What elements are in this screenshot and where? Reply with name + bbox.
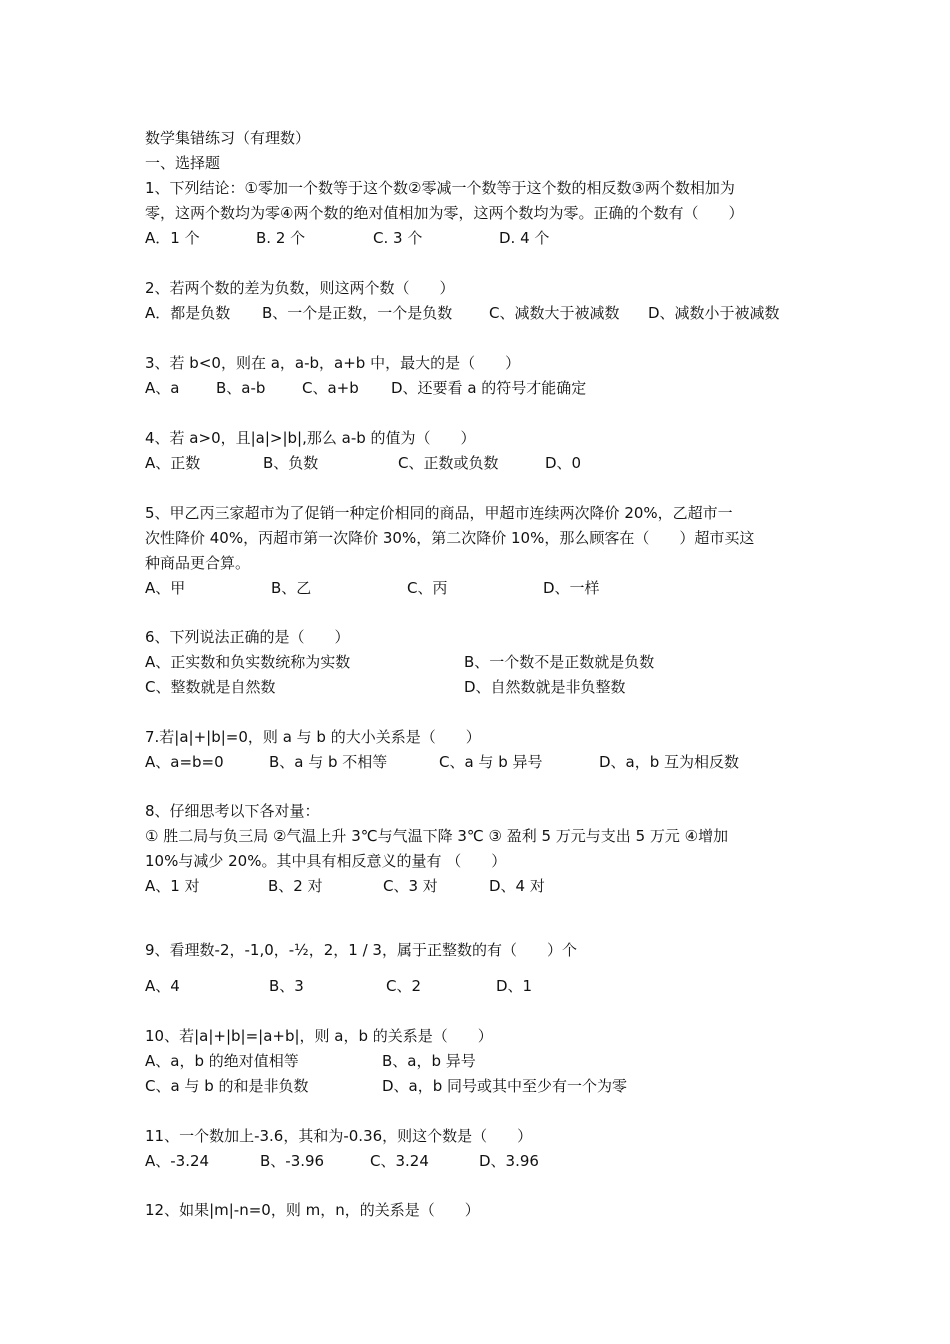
option-b: B、-3.96 bbox=[260, 1152, 325, 1170]
option-b: B、a-b bbox=[216, 379, 266, 397]
option-d: D、1 bbox=[496, 977, 533, 995]
option-d: D、一样 bbox=[543, 579, 600, 597]
option-c: C、2 bbox=[386, 977, 422, 995]
question-stem: 种商品更合算。 bbox=[145, 554, 251, 572]
option-d: D、a，b 同号或其中至少有一个为零 bbox=[382, 1077, 628, 1095]
question-stem: 1、下列结论：①零加一个数等于这个数②零减一个数等于这个数的相反数③两个数相加为 bbox=[145, 179, 735, 197]
question-stem: 次性降价 40%，丙超市第一次降价 30%，第二次降价 10%，那么顾客在（ ）超市买这 bbox=[145, 529, 755, 547]
option-a: A、正数 bbox=[145, 454, 201, 472]
option-c: C、整数就是自然数 bbox=[145, 678, 276, 696]
option-a: A、a bbox=[145, 379, 180, 397]
option-d: D、还要看 a 的符号才能确定 bbox=[391, 379, 587, 397]
option-c: C、正数或负数 bbox=[398, 454, 499, 472]
question-stem: 10%与减少 20%。其中具有相反意义的量有 （ ） bbox=[145, 852, 507, 870]
option-b: B、a 与 b 不相等 bbox=[269, 753, 388, 771]
option-d: D、3.96 bbox=[479, 1152, 539, 1170]
option-c: C、3.24 bbox=[370, 1152, 429, 1170]
option-d: D、a，b 互为相反数 bbox=[599, 753, 740, 771]
option-c: C、3 对 bbox=[383, 877, 438, 895]
option-b: B、一个数不是正数就是负数 bbox=[464, 653, 655, 671]
option-d: D、自然数就是非负整数 bbox=[464, 678, 626, 696]
option-a: A、a=b=0 bbox=[145, 753, 224, 771]
option-d: D. 4 个 bbox=[499, 229, 550, 247]
section-heading: 一、选择题 bbox=[145, 154, 221, 172]
option-d: D、0 bbox=[545, 454, 582, 472]
option-c: C、a+b bbox=[302, 379, 359, 397]
question-stem: 4、若 a>0，且|a|>|b|,那么 a-b 的值为（ ） bbox=[145, 429, 476, 447]
question-stem: 9、看理数-2，-1,0，-½，2，1 / 3，属于正整数的有（ ）个 bbox=[145, 941, 577, 959]
question-stem: 11、一个数加上-3.6，其和为-0.36，则这个数是（ ） bbox=[145, 1127, 533, 1145]
option-b: B、负数 bbox=[263, 454, 319, 472]
option-a: A、甲 bbox=[145, 579, 186, 597]
question-stem: 零，这两个数均为零④两个数的绝对值相加为零，这两个数均为零。正确的个数有（ ） bbox=[145, 204, 744, 222]
option-b: B、2 对 bbox=[268, 877, 323, 895]
option-c: C、丙 bbox=[407, 579, 448, 597]
option-a: A．1 个 bbox=[145, 229, 200, 247]
question-stem: 6、下列说法正确的是（ ） bbox=[145, 628, 350, 646]
option-c: C、减数大于被减数 bbox=[489, 304, 620, 322]
option-b: B、3 bbox=[269, 977, 304, 995]
question-stem: 10、若|a|+|b|=|a+b|，则 a，b 的关系是（ ） bbox=[145, 1027, 493, 1045]
option-a: A．都是负数 bbox=[145, 304, 231, 322]
option-a: A、4 bbox=[145, 977, 180, 995]
question-stem: 3、若 b<0，则在 a，a-b，a+b 中，最大的是（ ） bbox=[145, 354, 521, 372]
option-b: B、a，b 异号 bbox=[382, 1052, 476, 1070]
option-a: A、-3.24 bbox=[145, 1152, 210, 1170]
option-a: A、a，b 的绝对值相等 bbox=[145, 1052, 299, 1070]
option-c: C、a 与 b 的和是非负数 bbox=[145, 1077, 309, 1095]
question-stem: 5、甲乙丙三家超市为了促销一种定价相同的商品，甲超市连续两次降价 20%，乙超市一 bbox=[145, 504, 733, 522]
option-a: A、正实数和负实数统称为实数 bbox=[145, 653, 351, 671]
page-title: 数学集错练习（有理数） bbox=[145, 129, 311, 147]
question-stem: 12、如果|m|-n=0，则 m，n，的关系是（ ） bbox=[145, 1201, 480, 1219]
question-stem: 8、仔细思考以下各对量： bbox=[145, 802, 320, 820]
option-c: C、a 与 b 异号 bbox=[439, 753, 543, 771]
option-b: B、一个是正数，一个是负数 bbox=[262, 304, 453, 322]
option-d: D、减数小于被减数 bbox=[648, 304, 780, 322]
question-stem: ① 胜二局与负三局 ②气温上升 3℃与气温下降 3℃ ③ 盈利 5 万元与支出 5 万元 ④增加 bbox=[145, 827, 729, 845]
option-d: D、4 对 bbox=[489, 877, 545, 895]
option-a: A、1 对 bbox=[145, 877, 200, 895]
option-b: B. 2 个 bbox=[256, 229, 306, 247]
question-stem: 2、若两个数的差为负数，则这两个数（ ） bbox=[145, 279, 455, 297]
option-c: C. 3 个 bbox=[373, 229, 423, 247]
question-stem: 7.若|a|+|b|=0，则 a 与 b 的大小关系是（ ） bbox=[145, 728, 481, 746]
option-b: B、乙 bbox=[271, 579, 312, 597]
